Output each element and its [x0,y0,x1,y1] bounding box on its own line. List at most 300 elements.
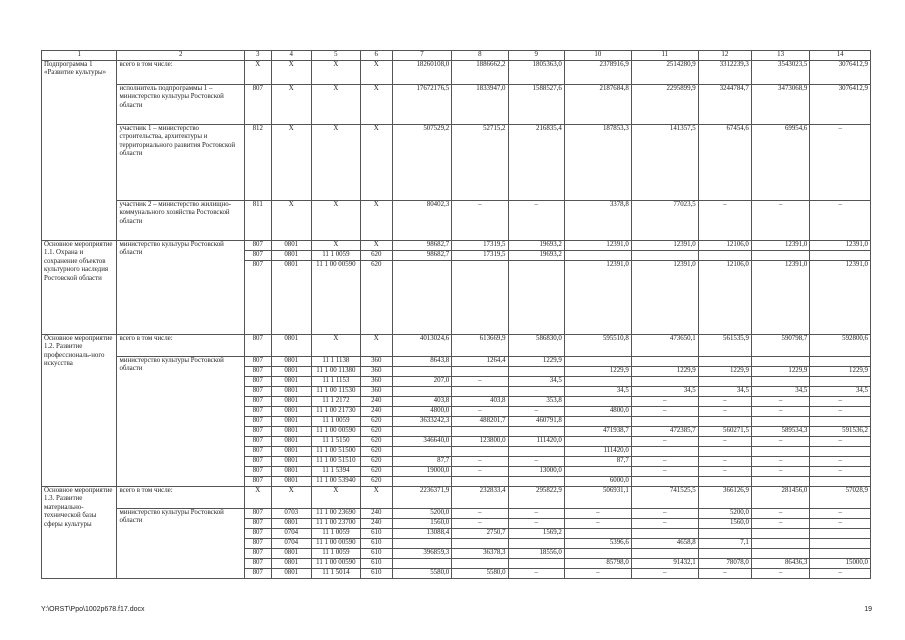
table-row [42,335,871,357]
code-cell-c5: 11 1 0059 [311,251,360,261]
amount-cell [751,539,809,549]
amount-cell: 592800,6 [810,335,871,357]
code-cell-c3: 807 [244,427,271,437]
amount-cell [564,467,631,477]
amount-cell: 12106,0 [698,241,751,251]
amount-cell: 34,5 [698,387,751,397]
program-name-cell: Основное мероприятие 1.1. Охрана и сохранение объектов культурного наследия Ростовской области [42,241,117,335]
amount-cell: 12391,0 [564,261,631,335]
code-cell-c3: 807 [244,261,271,335]
code-cell-c3: 807 [244,529,271,539]
code-cell-c5: 11 1 00 00590 [311,539,360,549]
code-cell-c5: 11 1 0059 [311,549,360,559]
code-cell-c5: X [311,125,360,201]
amount-cell: – [452,377,508,387]
amount-cell: 19000,0 [392,467,452,477]
code-cell-c5: 11 1 1153 [311,377,360,387]
code-cell-c5: 11 1 00 21730 [311,407,360,417]
column-number-10: 10 [564,51,631,61]
amount-cell [508,387,564,397]
amount-cell [452,427,508,437]
code-cell-c4: 0801 [271,377,311,387]
amount-cell: 12391,0 [810,241,871,251]
amount-cell: 281456,0 [751,487,809,509]
column-number-11: 11 [631,51,698,61]
amount-cell: 1264,4 [452,357,508,367]
amount-cell: 12391,0 [751,261,809,335]
amount-cell: 232833,4 [452,487,508,509]
code-cell-c4: 0801 [271,367,311,377]
amount-cell: – [508,509,564,519]
code-cell-c3: 807 [244,241,271,251]
amount-cell: 2378916,9 [564,61,631,85]
code-cell-c3: 807 [244,387,271,397]
amount-cell: – [698,437,751,447]
amount-cell: – [452,519,508,529]
amount-cell: 366126,9 [698,487,751,509]
amount-cell [698,529,751,539]
amount-cell: – [751,407,809,417]
code-cell-c6: X [360,241,392,251]
amount-cell [452,447,508,457]
code-cell-c6: X [360,125,392,201]
amount-cell: 1588527,6 [508,85,564,125]
amount-cell [751,529,809,539]
amount-cell: – [810,201,871,241]
amount-cell [564,549,631,559]
amount-cell: – [810,125,871,201]
amount-cell: 12106,0 [698,261,751,335]
amount-cell: 3543023,5 [751,61,809,85]
program-name-cell: Основное мероприятие 1.2. Развитие профессиональ-ного искусства [42,335,117,487]
amount-cell: 4800,0 [564,407,631,417]
code-cell-c3: X [244,61,271,85]
amount-cell: 353,8 [508,397,564,407]
column-number-7: 7 [392,51,452,61]
amount-cell [508,447,564,457]
amount-cell: – [452,407,508,417]
amount-cell: – [508,569,564,579]
code-cell-c6: 610 [360,569,392,579]
program-name-cell: Основное мероприятие 1.3. Развитие материально-технической базы сферы культуры [42,487,117,579]
table-row [42,357,871,367]
amount-cell: 34,5 [564,387,631,397]
amount-cell: 1886662,2 [452,61,508,85]
amount-cell: 1229,9 [631,367,698,377]
amount-cell: – [751,397,809,407]
amount-cell [698,447,751,457]
column-number-13: 13 [751,51,809,61]
code-cell-c3: 807 [244,397,271,407]
code-cell-c4: 0801 [271,477,311,487]
amount-cell [631,251,698,261]
code-cell-c5: 11 1 5394 [311,467,360,477]
amount-cell: 595510,8 [564,335,631,357]
amount-cell: 3312239,3 [698,61,751,85]
amount-cell: 741525,5 [631,487,698,509]
table-row [42,509,871,519]
amount-cell: 77023,5 [631,201,698,241]
code-cell-c5: 11 1 00 23700 [311,519,360,529]
amount-cell [564,251,631,261]
code-cell-c4: 0801 [271,407,311,417]
code-cell-c6: 620 [360,417,392,427]
executor-cell: министерство культуры Ростовской области [117,241,245,335]
code-cell-c4: 0801 [271,387,311,397]
amount-cell: – [751,569,809,579]
amount-cell: 17319,5 [452,251,508,261]
code-cell-c4: 0801 [271,519,311,529]
amount-cell: – [751,457,809,467]
amount-cell: 78078,0 [698,559,751,569]
amount-cell [564,437,631,447]
amount-cell [810,377,871,387]
amount-cell [508,367,564,377]
amount-cell [698,377,751,387]
column-number-9: 9 [508,51,564,61]
amount-cell: – [564,519,631,529]
amount-cell: 5396,6 [564,539,631,549]
code-cell-c4: 0801 [271,437,311,447]
code-cell-c3: 807 [244,519,271,529]
code-cell-c5: 11 1 00 23690 [311,509,360,519]
amount-cell: 15000,0 [810,559,871,569]
amount-cell: 1560,0 [698,519,751,529]
code-cell-c5: 11 1 00 53940 [311,477,360,487]
executor-cell: всего в том числе: [117,61,245,85]
amount-cell: 19693,2 [508,241,564,251]
code-cell-c3: 811 [244,201,271,241]
amount-cell [751,549,809,559]
amount-cell: 1229,9 [564,367,631,377]
amount-cell [751,477,809,487]
executor-cell: участник 1 – министерство строительства, архитектуры и территориального развития Ростовской области [117,125,245,201]
amount-cell: 473650,1 [631,335,698,357]
executor-cell: министерство культуры Ростовской области [117,509,245,579]
table-body [42,51,871,579]
amount-cell: 403,8 [452,397,508,407]
code-cell-c6: X [360,61,392,85]
code-cell-c4: 0801 [271,447,311,457]
amount-cell: – [810,509,871,519]
code-cell-c3: 807 [244,467,271,477]
amount-cell [698,549,751,559]
code-cell-c6: 620 [360,447,392,457]
amount-cell [810,549,871,559]
code-cell-c6: 610 [360,529,392,539]
amount-cell: 2514280,9 [631,61,698,85]
code-cell-c3: 807 [244,539,271,549]
code-cell-c3: 807 [244,437,271,447]
amount-cell: – [751,467,809,477]
amount-cell: 17672176,5 [392,85,452,125]
amount-cell [392,387,452,397]
column-number-3: 3 [244,51,271,61]
table-row [42,241,871,251]
amount-cell: – [564,509,631,519]
column-number-6: 6 [360,51,392,61]
code-cell-c5: X [311,201,360,241]
amount-cell: 57028,9 [810,487,871,509]
amount-cell: 3076412,9 [810,85,871,125]
amount-cell: – [631,467,698,477]
code-cell-c6: 620 [360,477,392,487]
code-cell-c6: 620 [360,427,392,437]
amount-cell: 12391,0 [810,261,871,335]
code-cell-c3: 807 [244,447,271,457]
amount-cell: 91432,1 [631,559,698,569]
column-number-1: 1 [42,51,117,61]
amount-cell: 12391,0 [631,241,698,251]
amount-cell: 506931,1 [564,487,631,509]
amount-cell [392,427,452,437]
amount-cell: 216835,4 [508,125,564,201]
amount-cell: – [631,397,698,407]
budget-table [41,50,871,579]
code-cell-c5: X [311,61,360,85]
code-cell-c5: 11 1 00 00590 [311,427,360,437]
amount-cell [392,261,452,335]
amount-cell: – [631,457,698,467]
amount-cell: – [508,519,564,529]
executor-cell: исполнитель подпрограммы 1 – министерство культуры Ростовской области [117,85,245,125]
amount-cell: 13000,0 [508,467,564,477]
amount-cell: – [810,569,871,579]
amount-cell [810,477,871,487]
amount-cell: 52715,2 [452,125,508,201]
amount-cell: 69954,6 [751,125,809,201]
code-cell-c4: 0801 [271,335,311,357]
amount-cell: – [631,407,698,417]
column-number-2: 2 [117,51,245,61]
code-cell-c6: 360 [360,387,392,397]
amount-cell: 12391,0 [751,241,809,251]
executor-cell: министерство культуры Ростовской области [117,357,245,487]
amount-cell: 586830,0 [508,335,564,357]
column-number-4: 4 [271,51,311,61]
amount-cell [452,367,508,377]
amount-cell: – [698,457,751,467]
code-cell-c6: 240 [360,509,392,519]
amount-cell: 3076412,9 [810,61,871,85]
amount-cell [452,539,508,549]
amount-cell: – [810,437,871,447]
code-cell-c5: 11 1 00 11380 [311,367,360,377]
amount-cell [631,447,698,457]
amount-cell: 3244784,7 [698,85,751,125]
executor-cell: всего в том числе: [117,487,245,509]
code-cell-c6: 620 [360,457,392,467]
amount-cell: 98682,7 [392,241,452,251]
amount-cell: 18260108,0 [392,61,452,85]
code-cell-c4: 0801 [271,251,311,261]
amount-cell: 3473068,9 [751,85,809,125]
amount-cell: 1229,9 [508,357,564,367]
code-cell-c6: 240 [360,407,392,417]
code-cell-c3: 807 [244,407,271,417]
file-path-footer: Y:\ORST\Ppo\1002p678.f17.docx [41,606,145,613]
amount-cell: 207,0 [392,377,452,387]
amount-cell: – [751,509,809,519]
code-cell-c6: 360 [360,377,392,387]
amount-cell: 1229,9 [810,367,871,377]
amount-cell [392,367,452,377]
code-cell-c4: 0801 [271,559,311,569]
table-row [42,201,871,241]
amount-cell: 488201,7 [452,417,508,427]
code-cell-c3: 807 [244,457,271,467]
code-cell-c5: 11 1 5014 [311,569,360,579]
code-cell-c4: 0703 [271,509,311,519]
amount-cell: 34,5 [631,387,698,397]
amount-cell: 396859,3 [392,549,452,559]
amount-cell: – [452,457,508,467]
code-cell-c4: X [271,201,311,241]
code-cell-c5: 11 1 5150 [311,437,360,447]
amount-cell [810,539,871,549]
amount-cell: 591536,2 [810,427,871,437]
amount-cell: 2295899,9 [631,85,698,125]
amount-cell [751,447,809,457]
code-cell-c4: X [271,85,311,125]
code-cell-c3: 807 [244,549,271,559]
code-cell-c6: X [360,487,392,509]
amount-cell: 561535,9 [698,335,751,357]
code-cell-c6: 360 [360,367,392,377]
amount-cell: 5200,0 [392,509,452,519]
amount-cell: 86436,3 [751,559,809,569]
amount-cell: 12391,0 [631,261,698,335]
amount-cell: – [751,437,809,447]
code-cell-c3: 812 [244,125,271,201]
amount-cell: 1229,9 [698,367,751,377]
table-row [42,85,871,125]
column-number-12: 12 [698,51,751,61]
amount-cell: 8643,8 [392,357,452,367]
amount-cell [751,357,809,367]
amount-cell [751,417,809,427]
executor-cell: участник 2 – министерство жилищно-коммунального хозяйства Ростовской области [117,201,245,241]
code-cell-c4: 0801 [271,261,311,335]
code-cell-c5: 11 1 0059 [311,529,360,539]
amount-cell: 3633242,3 [392,417,452,427]
amount-cell: – [508,457,564,467]
amount-cell: 5200,0 [698,509,751,519]
amount-cell: 4013024,6 [392,335,452,357]
amount-cell: 34,5 [751,387,809,397]
executor-cell: всего в том числе: [117,335,245,357]
program-name-cell: Подпрограмма 1 «Развитие культуры» [42,61,117,241]
amount-cell [508,559,564,569]
amount-cell: 295822,9 [508,487,564,509]
amount-cell: 111420,0 [508,437,564,447]
code-cell-c5: 11 1 00 51510 [311,457,360,467]
amount-cell: 1833947,0 [452,85,508,125]
amount-cell [452,387,508,397]
amount-cell: – [631,519,698,529]
code-cell-c4: 0801 [271,457,311,467]
amount-cell: – [810,467,871,477]
amount-cell [631,549,698,559]
amount-cell [631,529,698,539]
code-cell-c3: 807 [244,569,271,579]
code-cell-c3: 807 [244,477,271,487]
amount-cell [508,539,564,549]
code-cell-c3: 807 [244,367,271,377]
code-cell-c6: 240 [360,397,392,407]
amount-cell: – [698,397,751,407]
code-cell-c4: X [271,125,311,201]
amount-cell: 403,8 [392,397,452,407]
amount-cell: – [810,407,871,417]
amount-cell: 460791,8 [508,417,564,427]
amount-cell: – [631,509,698,519]
amount-cell [631,417,698,427]
code-cell-c5: 11 1 00 51500 [311,447,360,457]
amount-cell: – [631,437,698,447]
amount-cell: 67454,6 [698,125,751,201]
code-cell-c3: 807 [244,335,271,357]
amount-cell: – [751,519,809,529]
code-cell-c3: 807 [244,377,271,387]
code-cell-c4: 0801 [271,417,311,427]
amount-cell: 3378,8 [564,201,631,241]
column-number-8: 8 [452,51,508,61]
amount-cell [810,417,871,427]
amount-cell [508,261,564,335]
code-cell-c6: X [360,335,392,357]
amount-cell: – [698,467,751,477]
code-cell-c3: 807 [244,417,271,427]
code-cell-c4: 0801 [271,357,311,367]
amount-cell: 472385,7 [631,427,698,437]
amount-cell: 13088,4 [392,529,452,539]
amount-cell [508,477,564,487]
code-cell-c5: X [311,335,360,357]
amount-cell: 560271,5 [698,427,751,437]
code-cell-c4: X [271,487,311,509]
amount-cell: 1229,9 [751,367,809,377]
amount-cell [392,559,452,569]
amount-cell [564,417,631,427]
amount-cell: – [751,201,809,241]
amount-cell: 471938,7 [564,427,631,437]
amount-cell [751,251,809,261]
code-cell-c5: 11 1 1138 [311,357,360,367]
amount-cell: – [631,569,698,579]
amount-cell: 1805363,0 [508,61,564,85]
code-cell-c4: 0801 [271,397,311,407]
amount-cell [508,427,564,437]
amount-cell [564,397,631,407]
code-cell-c4: 0801 [271,569,311,579]
amount-cell [392,447,452,457]
code-cell-c4: 0801 [271,549,311,559]
code-cell-c4: 0704 [271,529,311,539]
code-cell-c4: 0801 [271,427,311,437]
amount-cell: – [698,407,751,417]
amount-cell [698,251,751,261]
amount-cell: 4800,0 [392,407,452,417]
code-cell-c6: 610 [360,559,392,569]
column-number-5: 5 [311,51,360,61]
amount-cell [392,539,452,549]
amount-cell: 187853,3 [564,125,631,201]
code-cell-c3: 807 [244,251,271,261]
amount-cell [564,377,631,387]
amount-cell: – [698,201,751,241]
amount-cell [631,377,698,387]
